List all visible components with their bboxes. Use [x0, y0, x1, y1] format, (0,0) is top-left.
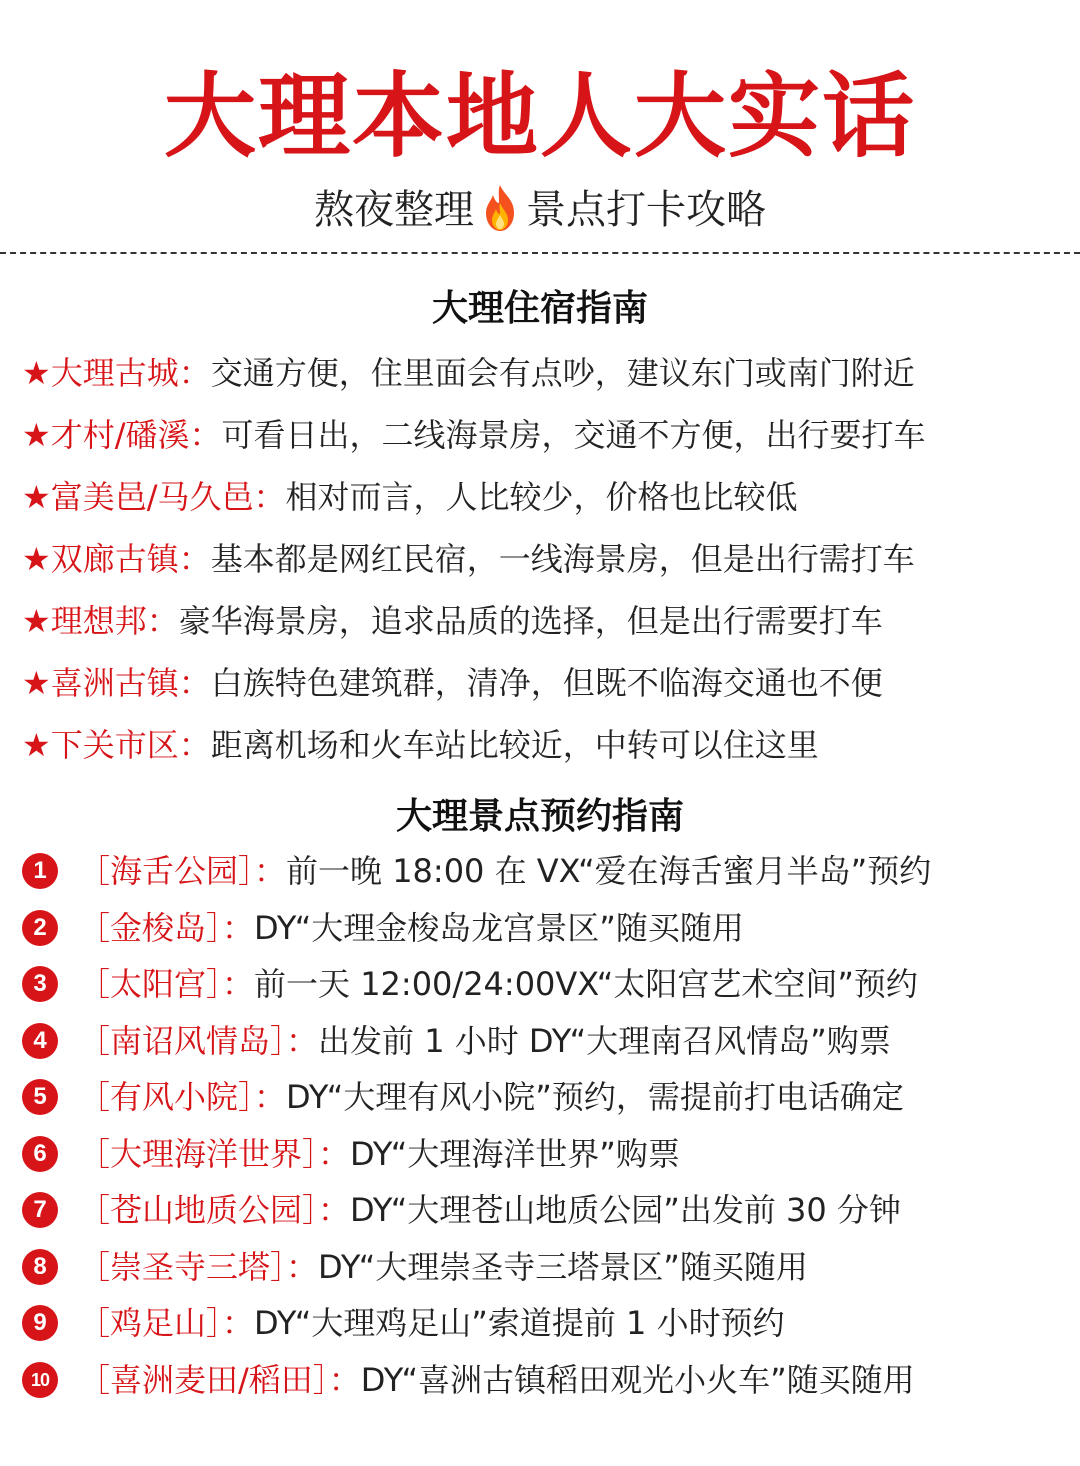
booking-description: DY“大理苍山地质公园”出发前 30 分钟 — [350, 1191, 901, 1229]
attraction-name: ［崇圣寺三塔］： — [78, 1247, 319, 1286]
attraction-name: ［南诏风情岛］： — [78, 1021, 319, 1060]
stay-location: 才村/磻溪： — [50, 416, 222, 454]
booking-description: 前一晚 18:00 在 VX“爱在海舌蜜月半岛”预约 — [286, 852, 932, 890]
list-item — [22, 714, 1072, 776]
stay-description: 相对而言，人比较少，价格也比较低 — [285, 478, 798, 516]
stay-description: 距离机场和火车站比较近，中转可以住这里 — [210, 726, 819, 764]
booking-description: DY“大理崇圣寺三塔景区”随买随用 — [318, 1247, 808, 1286]
star-icon: ★ — [22, 478, 51, 516]
list-item — [22, 590, 1072, 652]
list-item — [22, 843, 1072, 900]
number-badge: 2 — [22, 910, 58, 946]
stay-description: 豪华海景房，追求品质的选择，但是出行需要打车 — [178, 602, 883, 640]
booking-description: DY“喜洲古镇稻田观光小火车”随买随用 — [360, 1360, 915, 1399]
number-badge: 4 — [22, 1023, 58, 1059]
stay-description: 可看日出，二线海景房，交通不方便，出行要打车 — [221, 416, 926, 454]
stay-location: 双廊古镇： — [50, 540, 211, 578]
number-badge: 3 — [22, 966, 58, 1002]
star-icon: ★ — [22, 416, 51, 454]
subtitle-left: 熬夜整理 — [314, 187, 474, 233]
stay-location: 喜洲古镇： — [50, 664, 211, 702]
list-item — [22, 342, 1072, 404]
booking-description: 前一天 12:00/24:00VX“太阳宫艺术空间”预约 — [254, 965, 918, 1003]
list-item — [22, 652, 1072, 714]
star-icon: ★ — [22, 354, 51, 392]
number-badge: 7 — [22, 1192, 58, 1228]
list-item — [22, 1013, 1072, 1070]
attraction-name: ［有风小院］： — [78, 1078, 287, 1116]
stay-location: 大理古城： — [50, 354, 211, 392]
attraction-name: ［鸡足山］： — [78, 1304, 255, 1342]
list-item — [22, 528, 1072, 590]
dashed-divider — [0, 252, 1080, 254]
list-item — [22, 900, 1072, 957]
booking-description: 出发前 1 小时 DY“大理南召风情岛”购票 — [318, 1021, 891, 1060]
list-item — [22, 1352, 1072, 1409]
number-badge: 1 — [22, 853, 58, 889]
page-title: 大理本地人大实话 — [163, 63, 916, 170]
star-icon: ★ — [22, 540, 51, 578]
booking-description: DY“大理鸡足山”索道提前 1 小时预约 — [254, 1304, 785, 1342]
attraction-name: ［大理海洋世界］： — [78, 1134, 351, 1173]
list-item — [22, 1295, 1072, 1352]
stay-list — [22, 342, 1072, 776]
number-badge: 6 — [22, 1136, 58, 1172]
booking-description: DY“大理海洋世界”购票 — [350, 1134, 680, 1173]
list-item — [22, 1182, 1072, 1239]
stay-description: 基本都是网红民宿，一线海景房，但是出行需打车 — [210, 540, 915, 578]
star-icon: ★ — [22, 602, 51, 640]
page-subtitle — [0, 180, 1080, 240]
list-item — [22, 1069, 1072, 1126]
number-badge: 8 — [22, 1249, 58, 1285]
number-badge: 10 — [22, 1362, 58, 1398]
attraction-name: ［苍山地质公园］： — [78, 1191, 351, 1229]
list-item — [22, 466, 1072, 528]
booking-heading: 大理景点预约指南 — [395, 796, 684, 837]
attraction-name: ［海舌公园］： — [78, 852, 287, 890]
number-badge: 9 — [22, 1305, 58, 1341]
stay-location: 理想邦： — [50, 602, 179, 640]
list-item — [22, 1126, 1072, 1183]
subtitle-right: 景点打卡攻略 — [526, 187, 766, 233]
attraction-name: ［太阳宫］： — [78, 965, 255, 1003]
attraction-name: ［金梭岛］： — [78, 908, 255, 947]
star-icon: ★ — [22, 726, 51, 764]
fire-icon — [480, 183, 520, 233]
booking-list — [22, 843, 1072, 1408]
star-icon: ★ — [22, 664, 51, 702]
stay-location: 下关市区： — [50, 726, 211, 764]
booking-description: DY“大理有风小院”预约，需提前打电话确定 — [286, 1078, 904, 1116]
booking-description: DY“大理金梭岛龙宫景区”随买随用 — [254, 908, 744, 947]
list-item — [22, 404, 1072, 466]
number-badge: 5 — [22, 1079, 58, 1115]
list-item — [22, 1239, 1072, 1296]
stay-heading: 大理住宿指南 — [431, 288, 648, 329]
stay-description: 交通方便，住里面会有点吵，建议东门或南门附近 — [210, 354, 915, 392]
list-item — [22, 956, 1072, 1013]
stay-description: 白族特色建筑群，清净，但既不临海交通也不便 — [210, 664, 883, 702]
stay-location: 富美邑/马久邑： — [50, 478, 286, 516]
attraction-name: ［喜洲麦田/稻田］： — [78, 1360, 361, 1399]
